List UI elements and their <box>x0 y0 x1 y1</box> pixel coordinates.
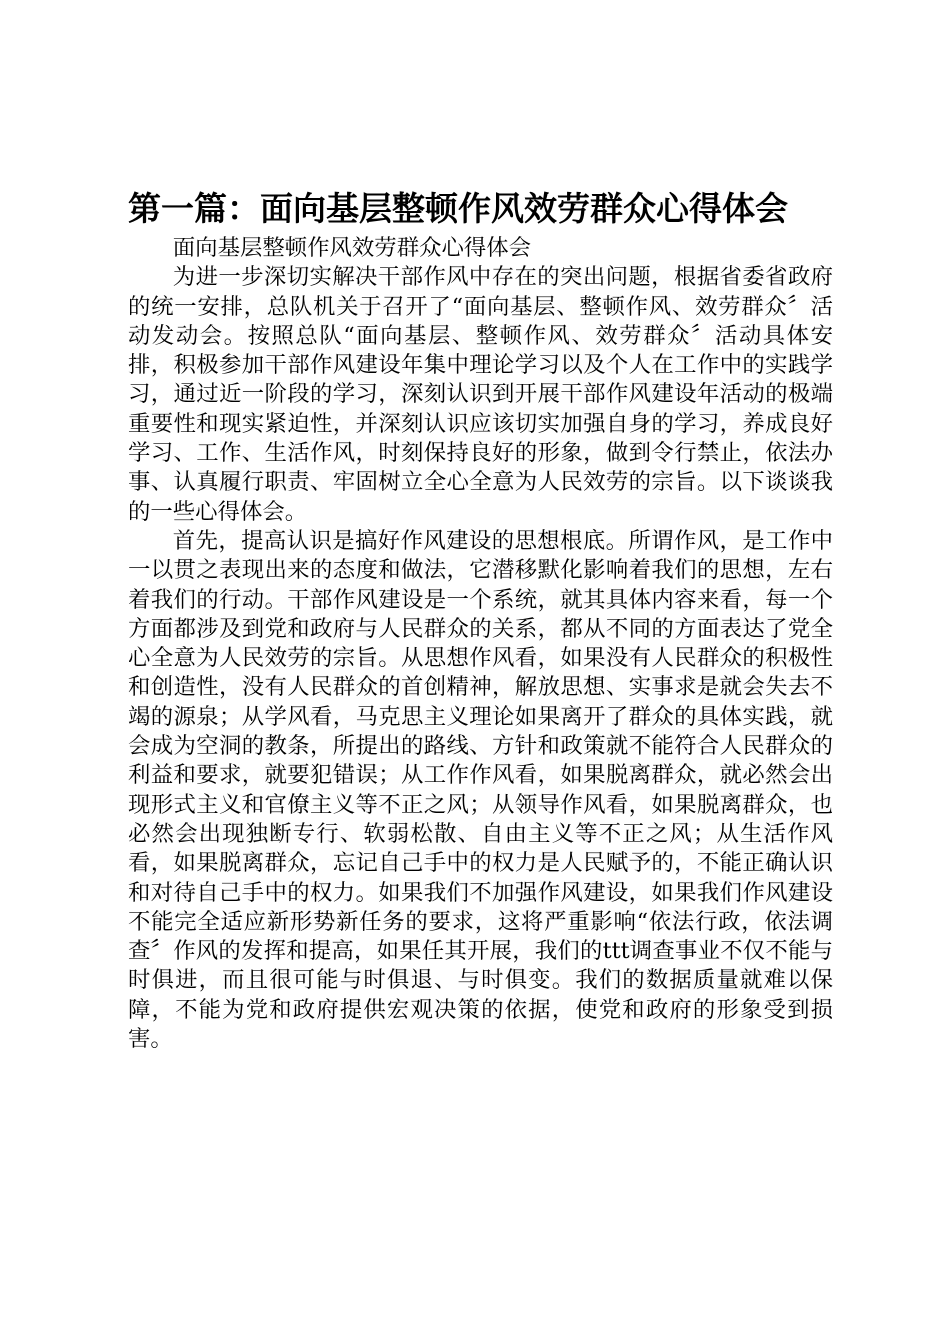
document-body <box>128 234 833 1054</box>
document-title: 第一篇：面向基层整顿作风效劳群众心得体会 <box>128 189 788 228</box>
body-paragraph: 首先，提高认识是搞好作风建设的思想根底。所谓作风，是工作中一以贯之表现出来的态度和做法，它潜移默化影响着我们的思想，左右着我们的行动。干部作风建设是一个系统，就其具体内容来看，每一个方面都涉及到党和政府与人民群众的关系，都从不同的方面表达了党全心全意为人民效劳的宗旨。从思想作风看，如果没有人民群众的积极性和创造性，没有人民群众的首创精神，解放思想、实事求是就会失去不竭的源泉；从学风看，马克思主义理论如果离开了群众的具体实践，就会成为空洞的教条，所提出的路线、方针和政策就不能符合人民群众的利益和要求，就要犯错误；从工作作风看，如果脱离群众，就必然会出现形式主义和官僚主义等不正之风；从领导作风看，如果脱离群众，也必然会出现独断专行、软弱松散、自由主义等不正之风；从生活作风看，如果脱离群众，忘记自己手中的权力是人民赋予的，不能正确认识和对待自己手中的权力。如果我们不加强作风建设，如果我们作风建设不能完全适应新形势新任务的要求，这将严重影响“依法行政，依法调查〞作风的发挥和提高，如果任其开展，我们的ttt调查事业不仅不能与时俱进，而且很可能与时俱退、与时俱变。我们的数据质量就难以保障，不能为党和政府提供宏观决策的依据，使党和政府的形象受到损害。 <box>128 527 833 1053</box>
body-paragraph: 为进一步深切实解决干部作风中存在的突出问题，根据省委省政府的统一安排，总队机关于召开了“面向基层、整顿作风、效劳群众〞活动发动会。按照总队“面向基层、整顿作风、效劳群众〞活动具体安排，积极参加干部作风建设年集中理论学习以及个人在工作中的实践学习，通过近一阶段的学习，深刻认识到开展干部作风建设年活动的极端重要性和现实紧迫性，并深刻认识应该切实加强自身的学习，养成良好学习、工作、生活作风，时刻保持良好的形象，做到令行禁止，依法办事、认真履行职责、牢固树立全心全意为人民效劳的宗旨。以下谈谈我的一些心得体会。 <box>128 264 833 525</box>
subtitle-paragraph: 面向基层整顿作风效劳群众心得体会 <box>172 235 532 261</box>
